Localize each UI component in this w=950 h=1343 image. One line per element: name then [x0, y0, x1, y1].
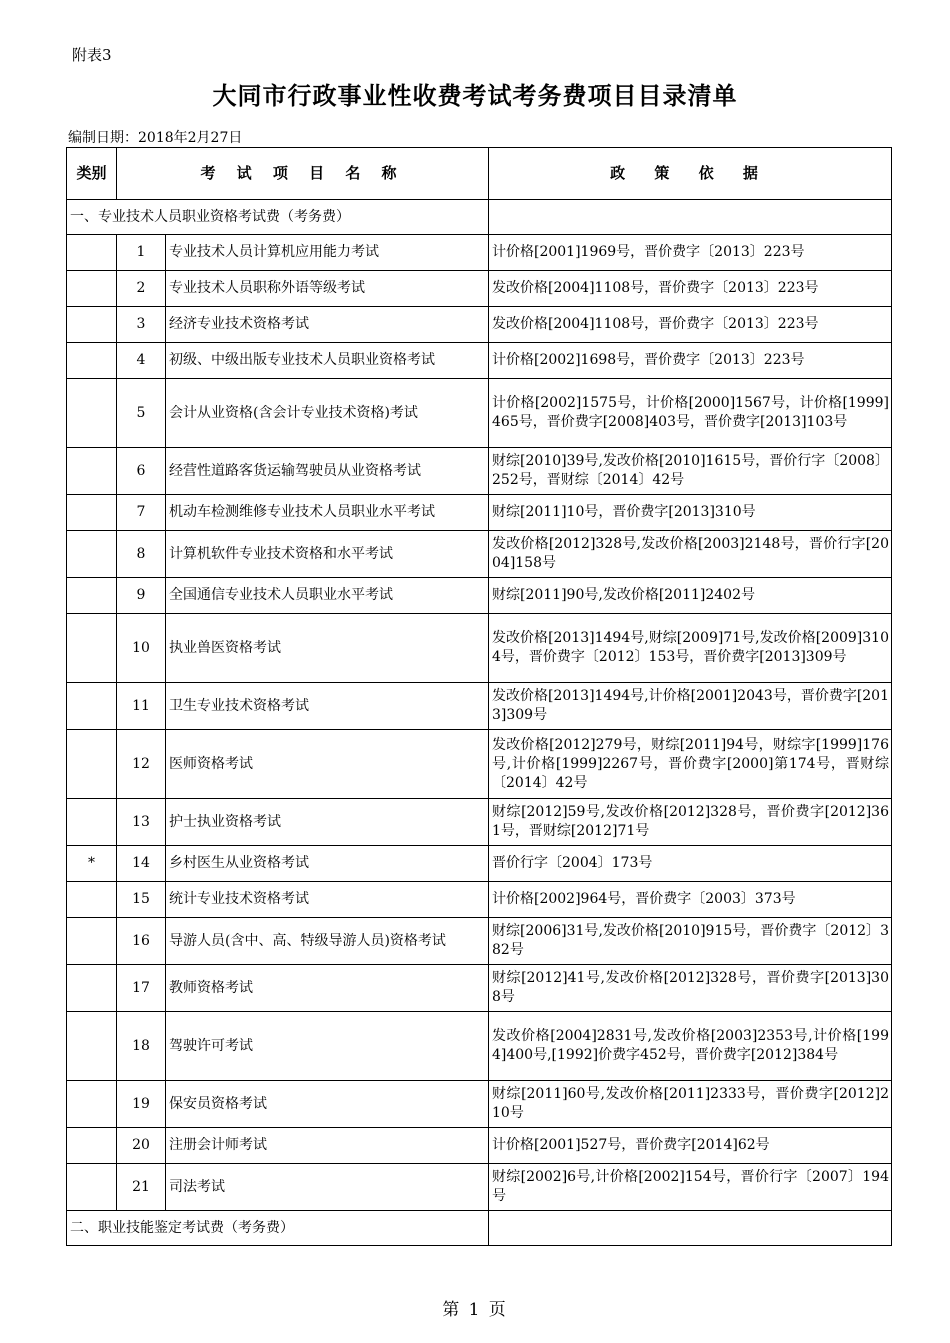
table-row — [67, 578, 892, 614]
row-mark — [67, 1081, 117, 1128]
table-row — [67, 1081, 892, 1128]
policy-basis: 计价格[2001]1969号，晋价费字〔2013〕223号 — [489, 235, 892, 271]
exam-name: 计算机软件专业技术资格和水平考试 — [166, 531, 489, 578]
exam-name: 注册会计师考试 — [166, 1128, 489, 1164]
table-header-row — [67, 148, 892, 200]
row-number: 21 — [117, 1164, 166, 1211]
exam-name: 乡村医生从业资格考试 — [166, 846, 489, 882]
row-mark — [67, 578, 117, 614]
table-row — [67, 1128, 892, 1164]
policy-basis: 计价格[2002]1698号，晋价费字〔2013〕223号 — [489, 343, 892, 379]
exam-name: 机动车检测维修专业技术人员职业水平考试 — [166, 495, 489, 531]
row-number: 11 — [117, 683, 166, 730]
row-number: 6 — [117, 448, 166, 495]
header-policy: 政 策 依 据 — [489, 148, 892, 200]
row-number: 20 — [117, 1128, 166, 1164]
exam-name: 经济专业技术资格考试 — [166, 307, 489, 343]
row-mark — [67, 1128, 117, 1164]
row-mark — [67, 307, 117, 343]
exam-name: 专业技术人员职称外语等级考试 — [166, 271, 489, 307]
table-row — [67, 730, 892, 799]
section-row — [67, 1211, 892, 1246]
exam-name: 初级、中级出版专业技术人员职业资格考试 — [166, 343, 489, 379]
exam-name: 专业技术人员计算机应用能力考试 — [166, 235, 489, 271]
row-mark — [67, 379, 117, 448]
policy-basis: 财综[2012]41号,发改价格[2012]328号，晋价费字[2013]308号 — [489, 965, 892, 1012]
row-mark — [67, 495, 117, 531]
policy-basis: 发改价格[2004]1108号，晋价费字〔2013〕223号 — [489, 307, 892, 343]
row-number: 8 — [117, 531, 166, 578]
row-number: 19 — [117, 1081, 166, 1128]
table-row — [67, 343, 892, 379]
exam-name: 卫生专业技术资格考试 — [166, 683, 489, 730]
row-number: 1 — [117, 235, 166, 271]
row-number: 2 — [117, 271, 166, 307]
policy-basis: 发改价格[2013]1494号,财综[2009]71号,发改价格[2009]3104号，晋价费字〔2012〕153号，晋价费字[2013]309号 — [489, 614, 892, 683]
policy-basis: 财综[2011]90号,发改价格[2011]2402号 — [489, 578, 892, 614]
exam-name: 经营性道路客货运输驾驶员从业资格考试 — [166, 448, 489, 495]
row-mark — [67, 614, 117, 683]
row-mark — [67, 235, 117, 271]
policy-basis: 发改价格[2013]1494号,计价格[2001]2043号，晋价费字[2013]309号 — [489, 683, 892, 730]
header-category: 类别 — [67, 148, 117, 200]
policy-basis: 财综[2010]39号,发改价格[2010]1615号，晋价行字〔2008〕252号，晋财综〔2014〕42号 — [489, 448, 892, 495]
exam-name: 会计从业资格(含会计专业技术资格)考试 — [166, 379, 489, 448]
exam-name: 护士执业资格考试 — [166, 799, 489, 846]
exam-name: 全国通信专业技术人员职业水平考试 — [166, 578, 489, 614]
table-row — [67, 379, 892, 448]
row-mark — [67, 448, 117, 495]
table-row — [67, 614, 892, 683]
section-policy-cell — [489, 200, 892, 235]
policy-basis: 发改价格[2004]2831号,发改价格[2003]2353号,计价格[1994]400号,[1992]价费字452号，晋价费字[2012]384号 — [489, 1012, 892, 1081]
row-mark — [67, 882, 117, 918]
exam-name: 驾驶许可考试 — [166, 1012, 489, 1081]
row-mark — [67, 683, 117, 730]
section-row — [67, 200, 892, 235]
exam-name: 统计专业技术资格考试 — [166, 882, 489, 918]
row-mark — [67, 531, 117, 578]
policy-basis: 财综[2012]59号,发改价格[2012]328号，晋价费字[2012]361号，晋财综[2012]71号 — [489, 799, 892, 846]
compile-date: 编制日期：2018年2月27日 — [68, 130, 243, 146]
table-row — [67, 271, 892, 307]
policy-basis: 财综[2011]60号,发改价格[2011]2333号，晋价费字[2012]210号 — [489, 1081, 892, 1128]
table-row — [67, 683, 892, 730]
table-row — [67, 1164, 892, 1211]
row-number: 13 — [117, 799, 166, 846]
table-row — [67, 1012, 892, 1081]
row-number: 9 — [117, 578, 166, 614]
policy-basis: 财综[2002]6号,计价格[2002]154号，晋价行字〔2007〕194号 — [489, 1164, 892, 1211]
policy-basis: 发改价格[2012]279号，财综[2011]94号，财综字[1999]176号,计价格[1999]2267号，晋价费字[2000]第174号，晋财综〔2014〕42号 — [489, 730, 892, 799]
policy-basis: 发改价格[2012]328号,发改价格[2003]2148号，晋价行字[2004]158号 — [489, 531, 892, 578]
row-number: 14 — [117, 846, 166, 882]
table-row — [67, 965, 892, 1012]
row-number: 12 — [117, 730, 166, 799]
fee-table — [66, 147, 892, 1246]
page-title: 大同市行政事业性收费考试考务费项目目录清单 — [212, 81, 738, 110]
section-policy-cell — [489, 1211, 892, 1246]
row-mark — [67, 271, 117, 307]
policy-basis: 晋价行字〔2004〕173号 — [489, 846, 892, 882]
table-row — [67, 495, 892, 531]
policy-basis: 财综[2006]31号,发改价格[2010]915号，晋价费字〔2012〕382号 — [489, 918, 892, 965]
policy-basis: 财综[2011]10号，晋价费字[2013]310号 — [489, 495, 892, 531]
row-mark — [67, 1164, 117, 1211]
exam-name: 教师资格考试 — [166, 965, 489, 1012]
table-row — [67, 846, 892, 882]
policy-basis: 计价格[2002]1575号，计价格[2000]1567号，计价格[1999]465号，晋价费字[2008]403号，晋价费字[2013]103号 — [489, 379, 892, 448]
row-number: 3 — [117, 307, 166, 343]
row-number: 5 — [117, 379, 166, 448]
table-row — [67, 307, 892, 343]
row-number: 4 — [117, 343, 166, 379]
row-mark — [67, 730, 117, 799]
table-row — [67, 799, 892, 846]
policy-basis: 计价格[2002]964号，晋价费字〔2003〕373号 — [489, 882, 892, 918]
row-number: 7 — [117, 495, 166, 531]
table-row — [67, 448, 892, 495]
exam-name: 司法考试 — [166, 1164, 489, 1211]
header-exam-name: 考 试 项 目 名 称 — [117, 148, 489, 200]
exam-name: 保安员资格考试 — [166, 1081, 489, 1128]
row-mark — [67, 965, 117, 1012]
policy-basis: 计价格[2001]527号，晋价费字[2014]62号 — [489, 1128, 892, 1164]
table-row — [67, 882, 892, 918]
row-number: 10 — [117, 614, 166, 683]
row-number: 16 — [117, 918, 166, 965]
section-label: 二、职业技能鉴定考试费（考务费） — [67, 1211, 489, 1246]
exam-name: 导游人员(含中、高、特级导游人员)资格考试 — [166, 918, 489, 965]
row-number: 15 — [117, 882, 166, 918]
row-mark — [67, 799, 117, 846]
exam-name: 执业兽医资格考试 — [166, 614, 489, 683]
attachment-label: 附表3 — [72, 46, 112, 64]
row-number: 17 — [117, 965, 166, 1012]
row-number: 18 — [117, 1012, 166, 1081]
table-row — [67, 531, 892, 578]
page-number: 第 1 页 — [442, 1300, 508, 1320]
table-row — [67, 235, 892, 271]
table-row — [67, 918, 892, 965]
exam-name: 医师资格考试 — [166, 730, 489, 799]
policy-basis: 发改价格[2004]1108号，晋价费字〔2013〕223号 — [489, 271, 892, 307]
row-mark — [67, 1012, 117, 1081]
section-label: 一、专业技术人员职业资格考试费（考务费） — [67, 200, 489, 235]
row-mark — [67, 343, 117, 379]
row-mark: * — [67, 846, 117, 882]
row-mark — [67, 918, 117, 965]
